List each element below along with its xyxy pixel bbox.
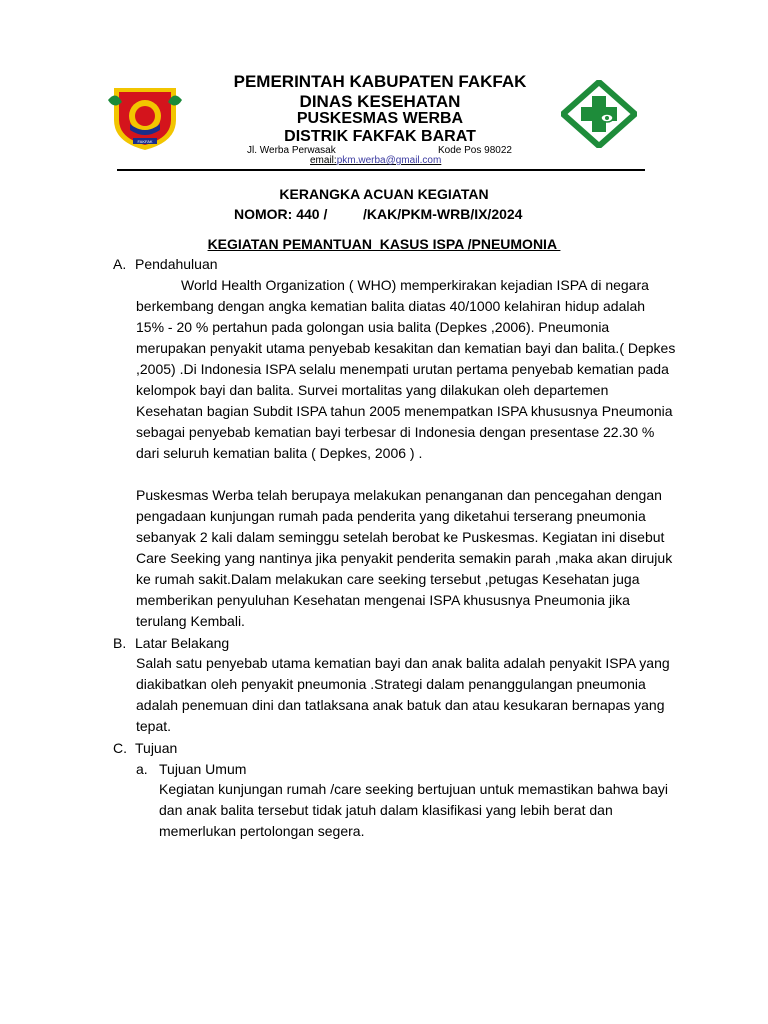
section-c-sub-a-paragraph: Kegiatan kunjungan rumah /care seeking bertujuan untuk memastikan bahwa bayi dan anak balita tersebut tidak jatuh dalam klasifikasi yang lebih berat dan memerlukan pertolongan segera. [159, 781, 668, 839]
document-number-right: /KAK/PKM-WRB/IX/2024 [363, 206, 523, 222]
regency-emblem-icon [106, 80, 184, 152]
header-puskesmas: PUSKESMAS WERBA [296, 110, 464, 127]
section-b-heading [113, 635, 229, 651]
email-label: email: [310, 155, 337, 166]
section-c-sub-a-label: a. [136, 761, 148, 777]
section-a-heading [113, 256, 218, 272]
header-district: DISTRIK FAKFAK BARAT [284, 128, 476, 145]
section-a-paragraph-2: Puskesmas Werba telah berupaya melakukan penanganan dan pencegahan dengan pengadaan kunjungan rumah pada penderita yang diketahui terserang pneumonia sebanyak 2 kali dalam seminggu setelah berobat ke Puskesmas. Kegiatan ini disebut Care Seeking yang nantinya jika penyakit penderita semakin parah ,maka akan dirujuk ke rumah sakit.Dalam melakukan care seeking tersebut ,petugas Kesehatan juga memberikan penyuluhan Kesehatan mengenai ISPA khususnya Pneumonia jika terulang Kembali. [136, 487, 673, 629]
section-a-label: A. [113, 256, 127, 272]
emblem-label: FAKFAK [137, 139, 153, 144]
section-a-paragraph-1: World Health Organization ( WHO) memperkirakan kejadian ISPA di negara berkembang dengan angka kematian balita diatas 40/1000 kelahiran hidup adalah 15% - 20 % pertahun pada golongan usia balita (Depkes ,2006). Pneumonia merupakan penyakit utama penyebab kesakitan dan kematian bayi dan balita.( Depkes ,2005) .Di Indonesia ISPA selalu menempati urutan pertama penyebab kematian pada kelompok bayi dan balita. Survei mortalitas yang dilakukan oleh departemen Kesehatan bagian Subdit ISPA tahun 2005 menempatkan ISPA khususnya Pneumonia sebagai penyebab kematian bayi terbesar di Indonesia dengan presentase 22.30 % dari seluruh kematian balita ( Depkes, 2006 ) . [136, 277, 676, 461]
header-postal-code: Kode Pos 98022 [438, 145, 512, 156]
section-b-paragraph: Salah satu penyebab utama kematian bayi dan anak balita adalah penyakit ISPA yang diakibatkan oleh penyakit pneumonia .Strategi dalam penanggulangan pneumonia adalah penemuan dini dan tatlaksana anak batuk dan atau kesukaran bernapas yang tepat. [136, 655, 670, 734]
section-a-title: Pendahuluan [135, 256, 218, 272]
puskesmas-cross-icon [561, 80, 637, 148]
header-address: Jl. Werba Perwasak [247, 145, 336, 156]
header-office: DINAS KESEHATAN [299, 92, 461, 111]
section-b-title: Latar Belakang [135, 635, 230, 651]
section-c-title: Tujuan [135, 740, 178, 756]
section-c-sub-a-title: Tujuan Umum [159, 761, 247, 777]
document-title: KERANGKA ACUAN KEGIATAN [279, 186, 489, 202]
header-divider [117, 169, 645, 171]
section-c-heading [113, 740, 177, 756]
section-b-label: B. [113, 635, 127, 651]
section-c-sub-a-heading [136, 761, 246, 777]
header-government: PEMERINTAH KABUPATEN FAKFAK [233, 72, 527, 91]
email-link[interactable]: pkm.werba@gmail.com [336, 155, 442, 166]
header-email[interactable] [310, 155, 441, 166]
section-c-label: C. [113, 740, 127, 756]
document-number-left: NOMOR: 440 / [234, 206, 328, 222]
activity-title: KEGIATAN PEMANTUAN KASUS ISPA /PNEUMONIA [207, 236, 561, 252]
